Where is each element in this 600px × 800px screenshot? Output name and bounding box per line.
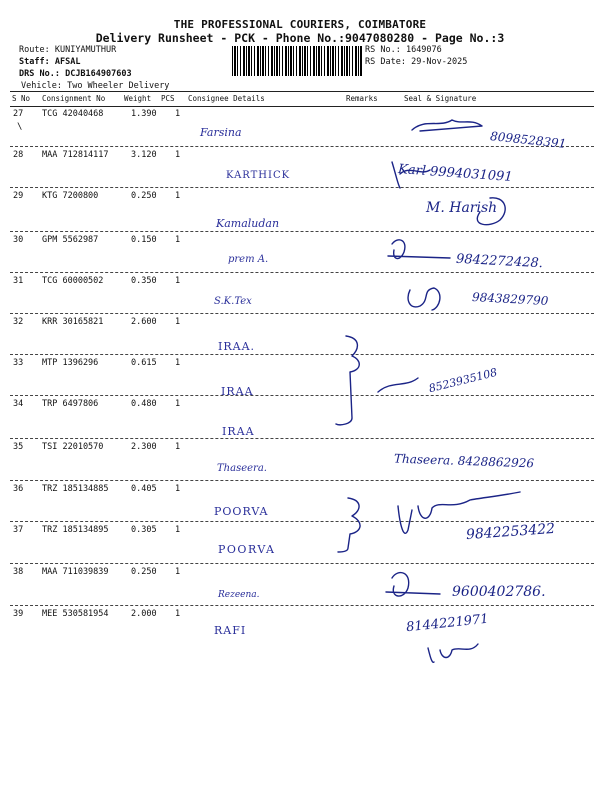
row-weight: 0.405 bbox=[131, 484, 157, 494]
row-sno: 33 bbox=[13, 358, 24, 368]
row-pcs: 1 bbox=[175, 609, 181, 619]
row-consignment: MAA 711039839 bbox=[42, 567, 109, 577]
vehicle-label: Vehicle: bbox=[21, 81, 62, 91]
handwritten-consignee: S.K.Tex bbox=[214, 296, 252, 307]
runsheet-title: Delivery Runsheet - PCK - Phone No.:9047080280 - Page No.:3 bbox=[95, 31, 505, 45]
row-pcs: 1 bbox=[175, 484, 181, 494]
bracket-mark bbox=[336, 336, 359, 425]
row-weight: 0.350 bbox=[131, 276, 157, 286]
signature-phone: M. Harish bbox=[426, 200, 498, 216]
handwritten-consignee: Rezeena. bbox=[218, 590, 260, 600]
signature-scribble bbox=[412, 120, 482, 131]
col-weight: Weight bbox=[124, 94, 152, 103]
row-consignment: TCG 42040468 bbox=[42, 109, 104, 119]
row-consignment: MEE 530581954 bbox=[42, 609, 109, 619]
row-pcs: 1 bbox=[175, 358, 181, 368]
row-sno: 36 bbox=[13, 484, 24, 494]
row-weight: 3.120 bbox=[131, 150, 157, 160]
row-sno: 35 bbox=[13, 442, 24, 452]
handwritten-consignee: POORVA bbox=[214, 505, 269, 518]
handwritten-consignee: Kamaludan bbox=[216, 217, 280, 230]
signature-scribble bbox=[428, 644, 478, 662]
row-sno: 28 bbox=[13, 150, 24, 160]
signature-scribble bbox=[388, 240, 450, 259]
drs-value: DCJB164907603 bbox=[65, 69, 132, 79]
signature-phone: 8098528391 bbox=[489, 129, 567, 151]
signature-scribble bbox=[392, 162, 430, 188]
handwritten-consignee: IRAA bbox=[221, 385, 254, 398]
rs-date-label: RS Date: bbox=[365, 57, 406, 67]
bracket-mark bbox=[338, 498, 360, 552]
signature-phone: Thaseera. 8428862926 bbox=[393, 451, 535, 471]
row-sno: 37 bbox=[13, 525, 24, 535]
row-consignment: TRP 6497806 bbox=[42, 399, 99, 409]
signature-phone: 9600402786. bbox=[452, 584, 546, 600]
signature-phone: 8144221971 bbox=[405, 611, 490, 636]
row-pcs: 1 bbox=[175, 567, 181, 577]
col-consignment: Consignment No bbox=[42, 94, 106, 103]
signature-phone: Karl 9994031091 bbox=[397, 162, 514, 185]
row-pcs: 1 bbox=[175, 442, 181, 452]
col-pcs: PCS bbox=[161, 94, 175, 103]
signature-phone: 9843829790 bbox=[471, 290, 549, 308]
signature-phone: 9842253422 bbox=[465, 520, 556, 544]
row-consignment: GPM 5562987 bbox=[42, 235, 99, 245]
row-consignment: MAA 712814117 bbox=[42, 150, 109, 160]
staff-label: Staff: bbox=[19, 57, 50, 67]
rs-no-value: 1649076 bbox=[405, 45, 442, 55]
row-weight: 0.305 bbox=[131, 525, 157, 535]
row-weight: 0.250 bbox=[131, 567, 157, 577]
handwritten-consignee: IRAA bbox=[222, 425, 255, 438]
row-weight: 0.480 bbox=[131, 399, 157, 409]
row-sno: 39 bbox=[13, 609, 24, 619]
col-consignee: Consignee Details bbox=[188, 94, 265, 103]
row-weight: 0.615 bbox=[131, 358, 157, 368]
row-pcs: 1 bbox=[175, 109, 181, 119]
row-pcs: 1 bbox=[175, 525, 181, 535]
row-consignment: TRZ 185134895 bbox=[42, 525, 109, 535]
row-pcs: 1 bbox=[175, 276, 181, 286]
row-consignment: TRZ 185134885 bbox=[42, 484, 109, 494]
row-pcs: 1 bbox=[175, 150, 181, 160]
row-weight: 1.390 bbox=[131, 109, 157, 119]
row-sno: 32 bbox=[13, 317, 24, 327]
vehicle-value: Two Wheeler Delivery bbox=[67, 81, 170, 91]
row-consignment: TCG 60000502 bbox=[42, 276, 104, 286]
row-weight: 0.250 bbox=[131, 191, 157, 201]
route-label: Route: bbox=[19, 45, 50, 55]
row-sno: 30 bbox=[13, 235, 24, 245]
col-signature: Seal & Signature bbox=[404, 94, 477, 103]
handwritten-consignee: KARTHICK bbox=[226, 170, 291, 181]
row-sno: 38 bbox=[13, 567, 24, 577]
row-pcs: 1 bbox=[175, 399, 181, 409]
signature-scribble bbox=[398, 492, 520, 533]
row-sno: 34 bbox=[13, 399, 24, 409]
signature-scribble bbox=[477, 198, 505, 225]
row-pcs: 1 bbox=[175, 317, 181, 327]
row-weight: 0.150 bbox=[131, 235, 157, 245]
signature-scribble bbox=[378, 378, 418, 392]
row-consignment: KTG 7200800 bbox=[42, 191, 99, 201]
col-sno: S No bbox=[12, 94, 31, 103]
row-sno: 29 bbox=[13, 191, 24, 201]
signature-scribble bbox=[408, 288, 440, 310]
handwritten-consignee: Farsina bbox=[200, 126, 242, 139]
tick-mark: \ bbox=[17, 122, 23, 132]
handwritten-consignee: RAFI bbox=[214, 624, 247, 637]
company-title: THE PROFESSIONAL COURIERS, COIMBATORE bbox=[173, 18, 427, 31]
row-consignment: KRR 30165821 bbox=[42, 317, 104, 327]
row-weight: 2.300 bbox=[131, 442, 157, 452]
signature-phone: 8523935108 bbox=[427, 365, 499, 396]
drs-label: DRS No.: bbox=[19, 69, 60, 79]
staff-value: AFSAL bbox=[54, 57, 81, 67]
row-weight: 2.600 bbox=[131, 317, 157, 327]
signature-scribble bbox=[386, 573, 440, 597]
handwritten-consignee: POORVA bbox=[218, 543, 276, 556]
rs-no-label: RS No.: bbox=[365, 45, 401, 55]
row-consignment: TSI 22010570 bbox=[42, 442, 104, 452]
handwritten-consignee: prem A. bbox=[228, 254, 269, 265]
handwritten-consignee: Thaseera. bbox=[217, 463, 267, 474]
route-value: KUNIYAMUTHUR bbox=[54, 45, 117, 55]
col-remarks: Remarks bbox=[346, 94, 378, 103]
handwritten-consignee: IRAA. bbox=[218, 340, 256, 353]
row-weight: 2.000 bbox=[131, 609, 157, 619]
row-pcs: 1 bbox=[175, 235, 181, 245]
row-consignment: MTP 1396296 bbox=[42, 358, 99, 368]
row-sno: 27 bbox=[13, 109, 24, 119]
row-pcs: 1 bbox=[175, 191, 181, 201]
rs-date-value: 29-Nov-2025 bbox=[411, 57, 468, 67]
row-sno: 31 bbox=[13, 276, 24, 286]
signature-phone: 9842272428. bbox=[455, 251, 544, 272]
